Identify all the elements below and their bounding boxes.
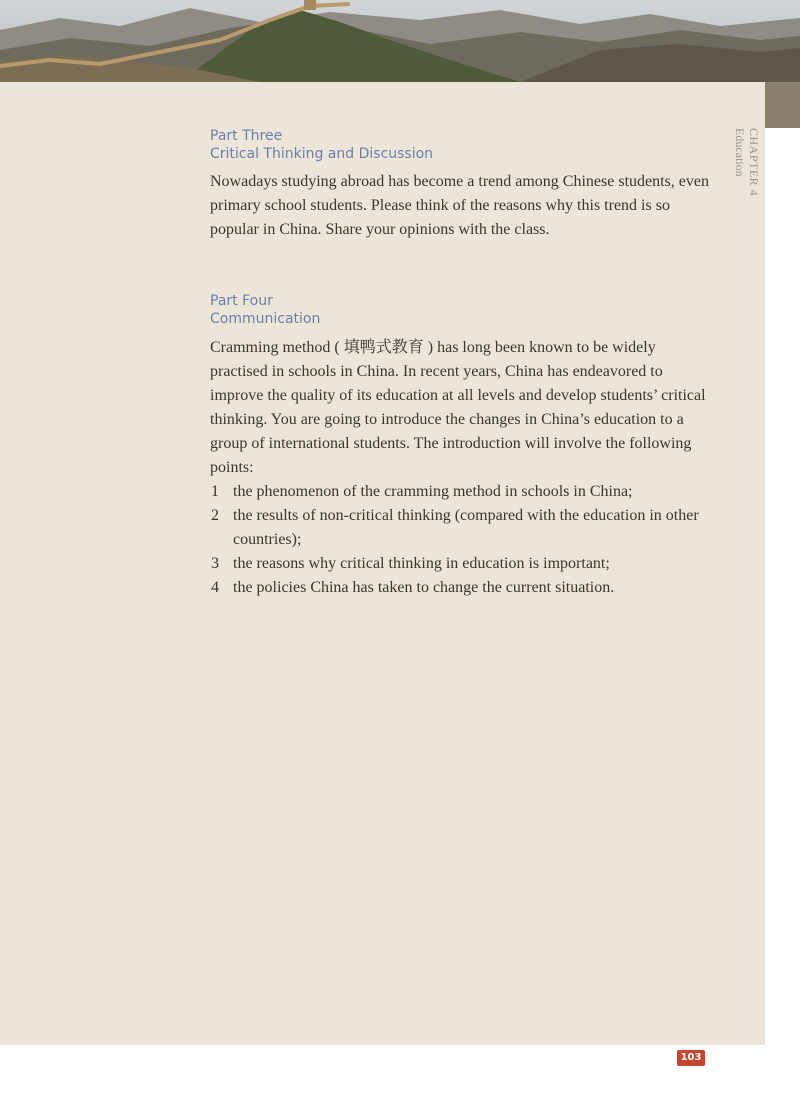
list-item-text: the results of non-critical thinking (compared with the education in other countries);: [233, 507, 699, 548]
list-item-text: the phenomenon of the cramming method in schools in China;: [233, 483, 633, 500]
banner-edge-strip: [765, 82, 800, 128]
list-item: [210, 504, 710, 552]
part-three-body: Nowadays studying abroad has become a trend among Chinese students, even primary school students. Please think of the reasons why this trend is so popular in China. Share your opinions with the class.: [210, 173, 709, 238]
great-wall-banner-image: [0, 0, 800, 82]
page-number-badge: 103: [677, 1050, 705, 1066]
list-item-number: 3: [211, 555, 219, 572]
list-item: [210, 552, 710, 576]
list-item-text: the policies China has taken to change the current situation.: [233, 579, 615, 596]
list-item: [210, 480, 710, 504]
list-item-number: 2: [211, 507, 219, 524]
list-item-number: 4: [211, 579, 219, 596]
part-three-label: Part Three: [210, 128, 283, 144]
list-item: [210, 576, 710, 600]
part-four-label: Part Four: [210, 293, 273, 309]
part-three-title: Critical Thinking and Discussion: [210, 146, 434, 162]
chapter-title: Education: [733, 128, 747, 177]
part-four-title: Communication: [210, 311, 321, 327]
part-four-body: Cramming method ( 填鸭式教育 ) has long been known to be widely practised in schools in China. In recent years, China has endeavored to improve the quality of its education at all levels and develop students’ critical thinking. You are going to introduce the changes in China’s education to a group of international students. The introduction will involve the following points:: [210, 339, 706, 476]
list-item-text: the reasons why critical thinking in education is important;: [233, 555, 610, 572]
chapter-side-tab: [724, 128, 764, 208]
mountain-landscape-illustration: [0, 0, 800, 82]
list-item-number: 1: [211, 483, 219, 500]
chapter-label: CHAPTER 4: [747, 128, 761, 197]
discussion-points-list: [210, 480, 710, 600]
